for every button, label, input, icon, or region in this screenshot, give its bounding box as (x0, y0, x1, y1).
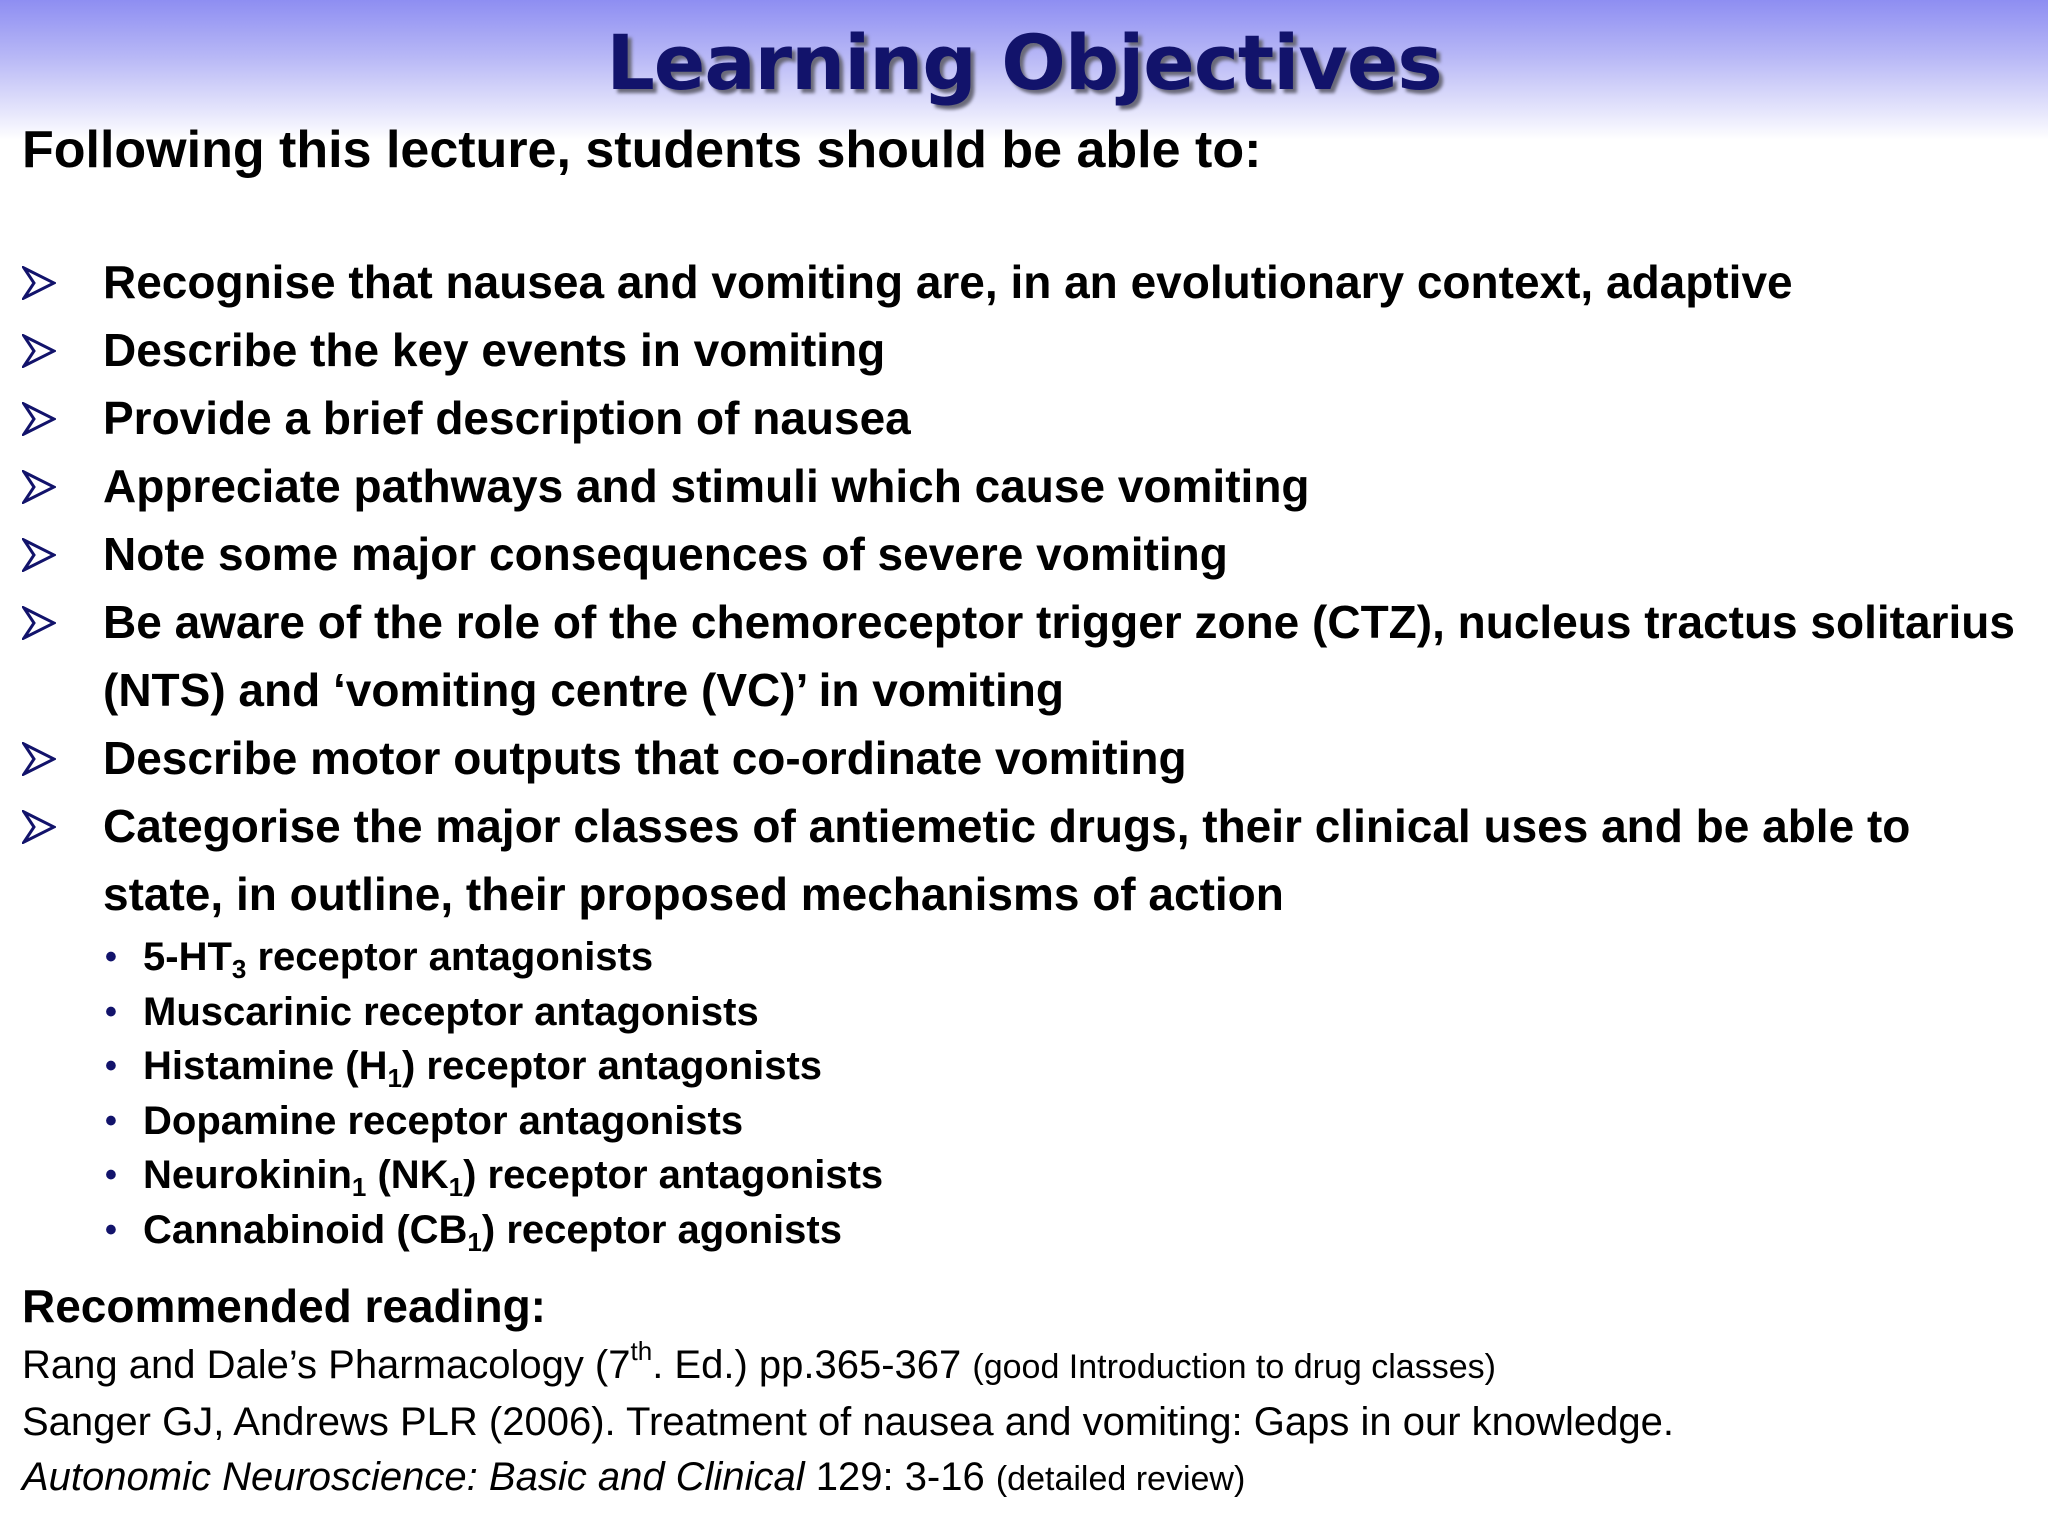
drug-class-text: $5-HT_3$ receptor antagonists (143, 935, 654, 984)
arrow-bullet-icon (22, 402, 56, 436)
drug-class-item (103, 1094, 2022, 1149)
journal-name: Autonomic Neuroscience: Basic and Clinical (22, 1455, 805, 1499)
objectives-list (22, 248, 2022, 1257)
drug-class-text: Cannabinoid $(CB_1)$ receptor agonists (143, 1207, 842, 1257)
reference-rang-dale: Rang and Dale’s Pharmacology (7th. Ed.) pp.365-367 (good Introduction to drug classes) (22, 1335, 1496, 1387)
drug-class-text: Dopamine receptor antagonists (143, 1098, 744, 1143)
objective-text: Provide a brief description of nausea (103, 392, 911, 444)
arrow-bullet-icon (22, 810, 56, 844)
dot-bullet-icon: • (105, 938, 117, 976)
objective-text: Be aware of the role of the chemoreceptor trigger zone (CTZ), nucleus tractus solitarius (NTS) and ‘vomiting centre (VC)’ in vomiting (103, 596, 2015, 716)
objective-item (22, 588, 2022, 724)
drug-class-item (103, 985, 2022, 1040)
arrow-bullet-icon (22, 742, 56, 776)
objective-item (22, 724, 2022, 792)
reference-note: (good Introduction to drug classes) (972, 1348, 1496, 1386)
slide-title: Learning Objectives (606, 18, 1442, 107)
drug-class-item (103, 930, 2022, 985)
drug-class-item (103, 1148, 2022, 1203)
objective-text: Describe the key events in vomiting (103, 324, 886, 376)
arrow-bullet-icon (22, 334, 56, 368)
dot-bullet-icon: • (105, 1210, 117, 1249)
drug-class-list (103, 930, 2022, 1257)
drug-class-text: Neurokinin$_1$ $(NK_1)$ receptor antagonists (143, 1153, 884, 1202)
objective-text: Appreciate pathways and stimuli which cause vomiting (103, 460, 1310, 512)
dot-bullet-icon: • (105, 992, 117, 1031)
drug-class-text: Muscarinic receptor antagonists (143, 989, 759, 1034)
objective-text: Note some major consequences of severe vomiting (103, 528, 1228, 580)
recommended-reading (22, 1274, 2032, 1507)
dot-bullet-icon: • (105, 1047, 117, 1085)
arrow-bullet-icon (22, 538, 56, 572)
dot-bullet-icon: • (105, 1101, 117, 1140)
intro-text: Following this lecture, students should be able to: (22, 121, 1262, 179)
reference-sanger-andrews: Sanger GJ, Andrews PLR (2006). Treatment of nausea and vomiting: Gaps in our knowledge. (22, 1400, 1675, 1444)
arrow-bullet-icon (22, 606, 56, 640)
objective-item (22, 452, 2022, 520)
drug-class-text: Histamine $(H_1)$ receptor antagonists (143, 1044, 823, 1093)
arrow-bullet-icon (22, 470, 56, 504)
dot-bullet-icon: • (105, 1156, 117, 1194)
objective-item (22, 248, 2022, 316)
drug-class-item (103, 1203, 2022, 1258)
objective-item (22, 384, 2022, 452)
objective-item (22, 316, 2022, 384)
drug-class-item (103, 1039, 2022, 1094)
reference-note: (detailed review) (995, 1460, 1246, 1498)
objective-item (22, 792, 2022, 1257)
objective-text: Categorise the major classes of antiemetic drugs, their clinical uses and be able to state, in outline, their proposed mechanisms of action (103, 800, 1911, 920)
reading-heading: Recommended reading: (22, 1280, 546, 1332)
objective-item (22, 520, 2022, 588)
arrow-bullet-icon (22, 266, 56, 300)
reference-journal-line: Autonomic Neuroscience: Basic and Clinical 129: 3-16 (detailed review) (22, 1455, 1246, 1499)
objective-text: Describe motor outputs that co-ordinate vomiting (103, 732, 1187, 784)
objective-text: Recognise that nausea and vomiting are, in an evolutionary context, adaptive (103, 256, 1793, 308)
